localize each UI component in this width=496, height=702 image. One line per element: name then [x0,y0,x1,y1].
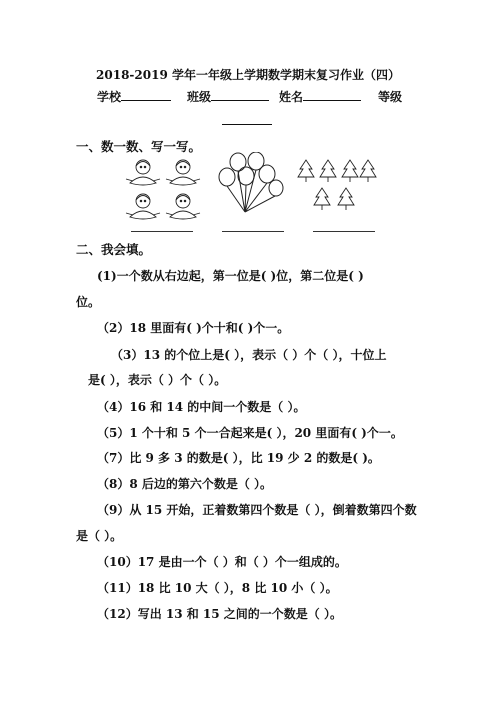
balloon-icon [219,168,235,186]
name-blank [303,89,361,101]
school-blank [121,89,171,101]
class-field [187,88,269,105]
tree-icon [314,188,330,210]
grade-blank [222,124,272,125]
question-9: （9）从 15 开始，正着数第四个数是（ ），倒着数第四个数 [97,503,417,517]
question-3: （3）13 的个位上是( ），表示（ ）个（ ），十位上 [111,348,387,362]
section1-heading: 一、数一数、写一写。 [76,139,202,154]
question-11: （11）18 比 10 大（ ），8 比 10 小（ ）。 [97,581,338,595]
trees-figure [296,158,378,214]
tree-icon [342,160,358,182]
section2-heading: 二、我会填。 [76,242,152,257]
class-label: 班级 [187,90,212,104]
question-7: （7）比 9 多 3 的数是( ），比 19 少 2 的数是( )。 [97,451,380,465]
balloon-icon [259,165,275,183]
question-12: （12）写出 13 和 15 之间的一个数是（ ）。 [97,607,342,621]
school-label: 学校 [97,90,122,104]
name-label: 姓名 [279,90,304,104]
doll-icon [166,160,200,185]
answer-line-trees [313,231,375,232]
tree-icon [298,160,314,182]
question-4: （4）16 和 14 的中间一个数是（ ）。 [97,400,306,414]
school-field [97,88,171,105]
worksheet-title: 2018-2019 学年一年级上学期数学期末复习作业（四） [96,68,400,82]
tree-icon [338,188,354,210]
question-5: （5）1 个十和 5 个一合起来是( ），20 里面有( )个一。 [97,426,403,440]
class-blank [211,89,269,101]
question-8: （8）8 后边的第六个数是（ ）。 [97,477,273,491]
grade-label: 等级 [378,90,403,104]
doll-icon [166,194,200,219]
name-field [279,88,361,105]
question-1-cont: 位。 [76,295,101,309]
question-2: （2）18 里面有( )个十和( )个一。 [97,321,290,335]
tree-icon [320,160,336,182]
answer-line-dolls [131,231,193,232]
doll-icon [126,160,160,185]
doll-icon [126,194,160,219]
question-1: (1)一个数从右边起，第一位是( )位，第二位是( ) [97,269,364,283]
tree-icon [360,160,376,182]
question-9-cont: 是（ ）。 [76,529,123,543]
balloons-figure [214,152,286,216]
balloon-icon [230,153,246,171]
question-3-cont: 是( ），表示（ ）个（ ）。 [88,373,227,387]
question-10: （10）17 是由一个（ ）和（ ）个一组成的。 [97,555,347,569]
balloon-icon [269,180,283,196]
dolls-figure [122,152,204,224]
answer-line-balloons [222,231,284,232]
